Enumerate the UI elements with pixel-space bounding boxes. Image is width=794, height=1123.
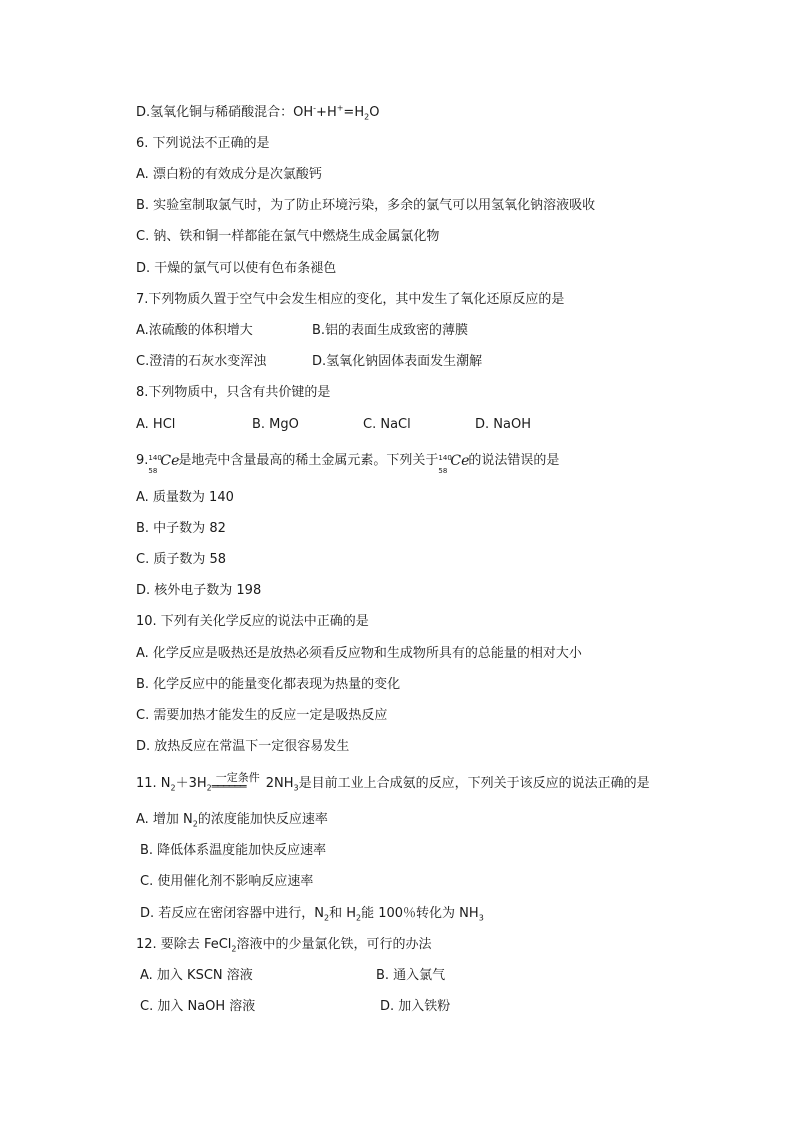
q12-option-a: A. 加入 KSCN 溶液 [140, 968, 253, 983]
q6-option-d: D. 干燥的氯气可以使有色布条褪色 [136, 261, 337, 276]
q12-option-c: C. 加入 NaOH 溶液 [140, 999, 256, 1014]
q7-stem: 7.下列物质久置于空气中会发生相应的变化，其中发生了氧化还原反应的是 [136, 292, 565, 307]
q5-option-d: D.氢氧化铜与稀硝酸混合：$OH^-+H^+=H_2O$ [136, 103, 380, 122]
q6-option-b: B. 实验室制取氯气时，为了防止环境污染，多余的氯气可以用氢氧化钠溶液吸收 [136, 198, 596, 213]
q11-option-d: D. 若反应在密闭容器中进行，$N_2$和 $H_2$能 100％转化为 $NH_3$ [140, 906, 484, 923]
q7-option-b: B.铝的表面生成致密的薄膜 [312, 323, 469, 338]
q9-option-c: C. 质子数为 58 [136, 552, 227, 567]
q12-stem: 12. 要除去 FeCl$_2$溶液中的少量氯化铁，可行的办法 [136, 937, 432, 954]
q11-option-c: C. 使用催化剂不影响反应速率 [140, 874, 314, 889]
q10-option-c: C. 需要加热才能发生的反应一定是吸热反应 [136, 708, 388, 723]
q9-stem: 9. 140 58 Ce 是地壳中含量最高的稀土金属元素。下列关于 140 58 Ce 的说法错误的是 [136, 453, 560, 475]
isotope-notation-2: 140 58 Ce [438, 453, 470, 475]
q6-stem: 6. 下列说法不正确的是 [136, 136, 270, 151]
q12-options-row2 [140, 998, 450, 1016]
q9-option-a: A. 质量数为 140 [136, 490, 234, 505]
q10-option-a: A. 化学反应是吸热还是放热必须看反应物和生成物所具有的总能量的相对大小 [136, 646, 582, 661]
q7-option-c: C.澄清的石灰水变浑浊 [136, 354, 267, 369]
q9-option-b: B. 中子数为 82 [136, 521, 226, 536]
q11-stem: 11. $N_2+3H_2$ 一定条件 ══════ $2NH_3$是目前工业上合成氨的反应，下列关于该反应的说法正确的是 [136, 775, 650, 793]
q12-options-row1 [140, 967, 445, 985]
q10-stem: 10. 下列有关化学反应的说法中正确的是 [136, 614, 369, 629]
q10-option-d: D. 放热反应在常温下一定很容易发生 [136, 739, 350, 754]
equilibrium-arrow-icon: ══════ [211, 780, 246, 793]
q7-option-a: A.浓硫酸的体积增大 [136, 323, 253, 338]
q6-option-a: A. 漂白粉的有效成分是次氯酸钙 [136, 167, 322, 182]
reversible-arrow: 一定条件 ══════ [212, 775, 266, 793]
q8-option-c: C. NaCl [363, 417, 411, 432]
q9-option-d: D. 核外电子数为 198 [136, 583, 262, 598]
q8-stem: 8.下列物质中，只含有共价键的是 [136, 385, 331, 400]
q12-option-b: B. 通入氯气 [376, 968, 446, 983]
q12-option-d: D. 加入铁粉 [380, 999, 451, 1014]
q8-options-row [136, 416, 531, 434]
q8-option-b: B. MgO [252, 417, 299, 432]
q10-option-b: B. 化学反应中的能量变化都表现为热量的变化 [136, 677, 401, 692]
q8-option-d: D. NaOH [475, 417, 531, 432]
q7-option-d: D.氢氧化钠固体表面发生潮解 [312, 354, 483, 369]
q8-option-a: A. HCl [136, 417, 176, 432]
isotope-notation: 140 58 Ce [148, 453, 180, 475]
q11-option-a: A. 增加 $N_2$的浓度能加快反应速率 [136, 812, 328, 829]
q7-options-row2 [136, 353, 482, 371]
q11-option-b: B. 降低体系温度能加快反应速率 [140, 843, 327, 858]
q7-options-row1 [136, 322, 468, 340]
q6-option-c: C. 钠、铁和铜一样都能在氯气中燃烧生成金属氯化物 [136, 229, 440, 244]
